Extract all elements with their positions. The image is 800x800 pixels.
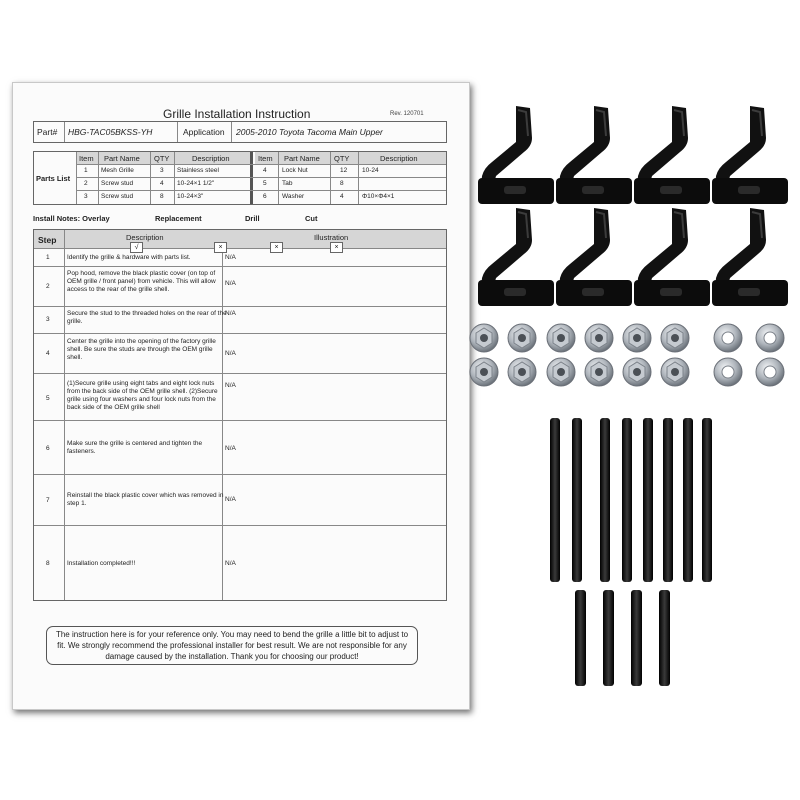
table-cell: 10-24×1 1/2" [177,180,215,187]
long-screw-stud [702,418,712,582]
short-screw-stud [603,590,614,686]
check-drill: × [270,242,283,253]
application-label: Application [183,127,225,137]
steps-header-step: Step [38,235,57,245]
lock-nut [547,324,575,352]
tab-bracket [556,106,632,204]
revision-label: Rev. 120701 [390,111,424,117]
part-number: HBG-TAC05BKSS-YH [68,127,153,137]
parts-list-label: Parts List [36,174,71,183]
instruction-sheet [12,82,470,710]
table-cell: 12 [340,167,348,174]
step-illustration: N/A [225,496,236,503]
steps-header-description: Description [126,233,164,242]
table-cell: 4 [340,193,344,200]
step-text: (1)Secure grille using eight tabs and eight lock nuts from the back side of the OEM grille shell. (2)Secure grille using four washers and four lock nuts from the back side of the OEM grille shell [67,380,218,411]
table-cell: Φ10×Φ4×1 [362,193,395,200]
table-cell: Screw stud [101,180,134,187]
lock-nut [508,324,536,352]
long-screw-stud [572,418,582,582]
step-illustration: N/A [225,560,236,567]
step-illustration: N/A [225,445,236,452]
parts-header-desc: Description [192,154,230,163]
disclaimer-note: The instruction here is for your reference only. You may need to bend the grille a little bit to adjust to fit. We strongly recommend the professional installer for best result. We are not responsible for any damage caused by the installation. Thank you for choosing our product! [46,626,418,665]
step-illustration: N/A [225,280,236,287]
table-cell: Stainless steel [177,167,219,174]
step-number: 1 [46,254,50,261]
table-cell: 6 [263,193,267,200]
tab-bracket [634,208,710,306]
application-value: 2005-2010 Toyota Tacoma Main Upper [236,127,383,137]
lock-nut [585,358,613,386]
washer [756,358,784,386]
long-screw-stud [663,418,673,582]
step-number: 8 [46,560,50,567]
install-option-drill: Drill [245,214,260,223]
step-number: 5 [46,395,50,402]
washer [756,324,784,352]
install-option-cut: Cut [305,214,318,223]
short-screw-stud [659,590,670,686]
install-option-replacement: Replacement [155,214,202,223]
sheet-title: Grille Installation Instruction [163,107,311,121]
step-number: 7 [46,497,50,504]
step-illustration: N/A [225,350,236,357]
parts-header-name: Part Name [284,154,320,163]
short-screw-stud [631,590,642,686]
lock-nut [623,358,651,386]
install-notes-label: Install Notes: Overlay [33,214,110,223]
table-cell: 4 [160,180,164,187]
steps-header-illustration: Illustration [314,233,349,242]
long-screw-stud [622,418,632,582]
tab-bracket [712,208,788,306]
table-cell: 8 [340,180,344,187]
long-screw-stud [683,418,693,582]
lock-nut [661,324,689,352]
table-cell: Lock Nut [282,167,308,174]
lock-nut [623,324,651,352]
lock-nut [547,358,575,386]
lock-nut [661,358,689,386]
table-cell: 3 [160,167,164,174]
table-cell: 4 [263,167,267,174]
step-illustration: N/A [225,382,236,389]
step-text: Reinstall the black plastic cover which was removed in step 1. [67,492,224,507]
long-screw-stud [600,418,610,582]
table-cell: 8 [160,193,164,200]
table-cell: 5 [263,180,267,187]
parts-header-item: Item [79,154,94,163]
step-number: 2 [46,283,50,290]
check-overlay: √ [130,242,143,253]
table-cell: Tab [282,180,293,187]
step-text: Installation completed!!! [67,560,136,567]
tab-bracket [478,106,554,204]
table-cell: 10-24 [362,167,379,174]
part-label: Part# [37,127,58,137]
parts-header-item: Item [258,154,273,163]
table-cell: Washer [282,193,305,200]
table-cell: 2 [84,180,88,187]
step-text: Pop hood, remove the black plastic cover (on top of OEM grille / front panel) from vehicle. This will allow access to the rear of the grille shell. [67,270,216,293]
washer [714,358,742,386]
tab-bracket [712,106,788,204]
parts-list-table [33,151,447,205]
tab-bracket [634,106,710,204]
parts-header-desc: Description [380,154,418,163]
step-text: Make sure the grille is centered and tighten the fasteners. [67,440,203,455]
tab-bracket [478,208,554,306]
lock-nut [470,324,498,352]
washer [714,324,742,352]
parts-header-qty: QTY [334,154,350,163]
steps-table [33,229,447,601]
parts-header-name: Part Name [104,154,140,163]
long-screw-stud [550,418,560,582]
step-illustration: N/A [225,310,236,317]
tab-bracket [556,208,632,306]
step-text: Identify the grille & hardware with parts list. [67,254,191,261]
step-number: 6 [46,445,50,452]
short-screw-stud [575,590,586,686]
long-screw-stud [643,418,653,582]
parts-header-qty: QTY [154,154,170,163]
step-text: Center the grille into the opening of the factory grille shell. Be sure the studs are through the OEM grille shell. [67,338,216,361]
step-number: 3 [46,316,50,323]
table-cell: 10-24×3" [177,193,204,200]
lock-nut [585,324,613,352]
check-replacement: × [214,242,227,253]
step-number: 4 [46,350,50,357]
part-row [33,121,447,143]
table-cell: 1 [84,167,88,174]
table-cell: Screw stud [101,193,134,200]
check-cut: × [330,242,343,253]
lock-nut [470,358,498,386]
step-illustration: N/A [225,254,236,261]
table-cell: 3 [84,193,88,200]
table-cell: Mesh Grille [101,167,134,174]
lock-nut [508,358,536,386]
step-text: Secure the stud to the threaded holes on the rear of the grille. [67,310,227,325]
